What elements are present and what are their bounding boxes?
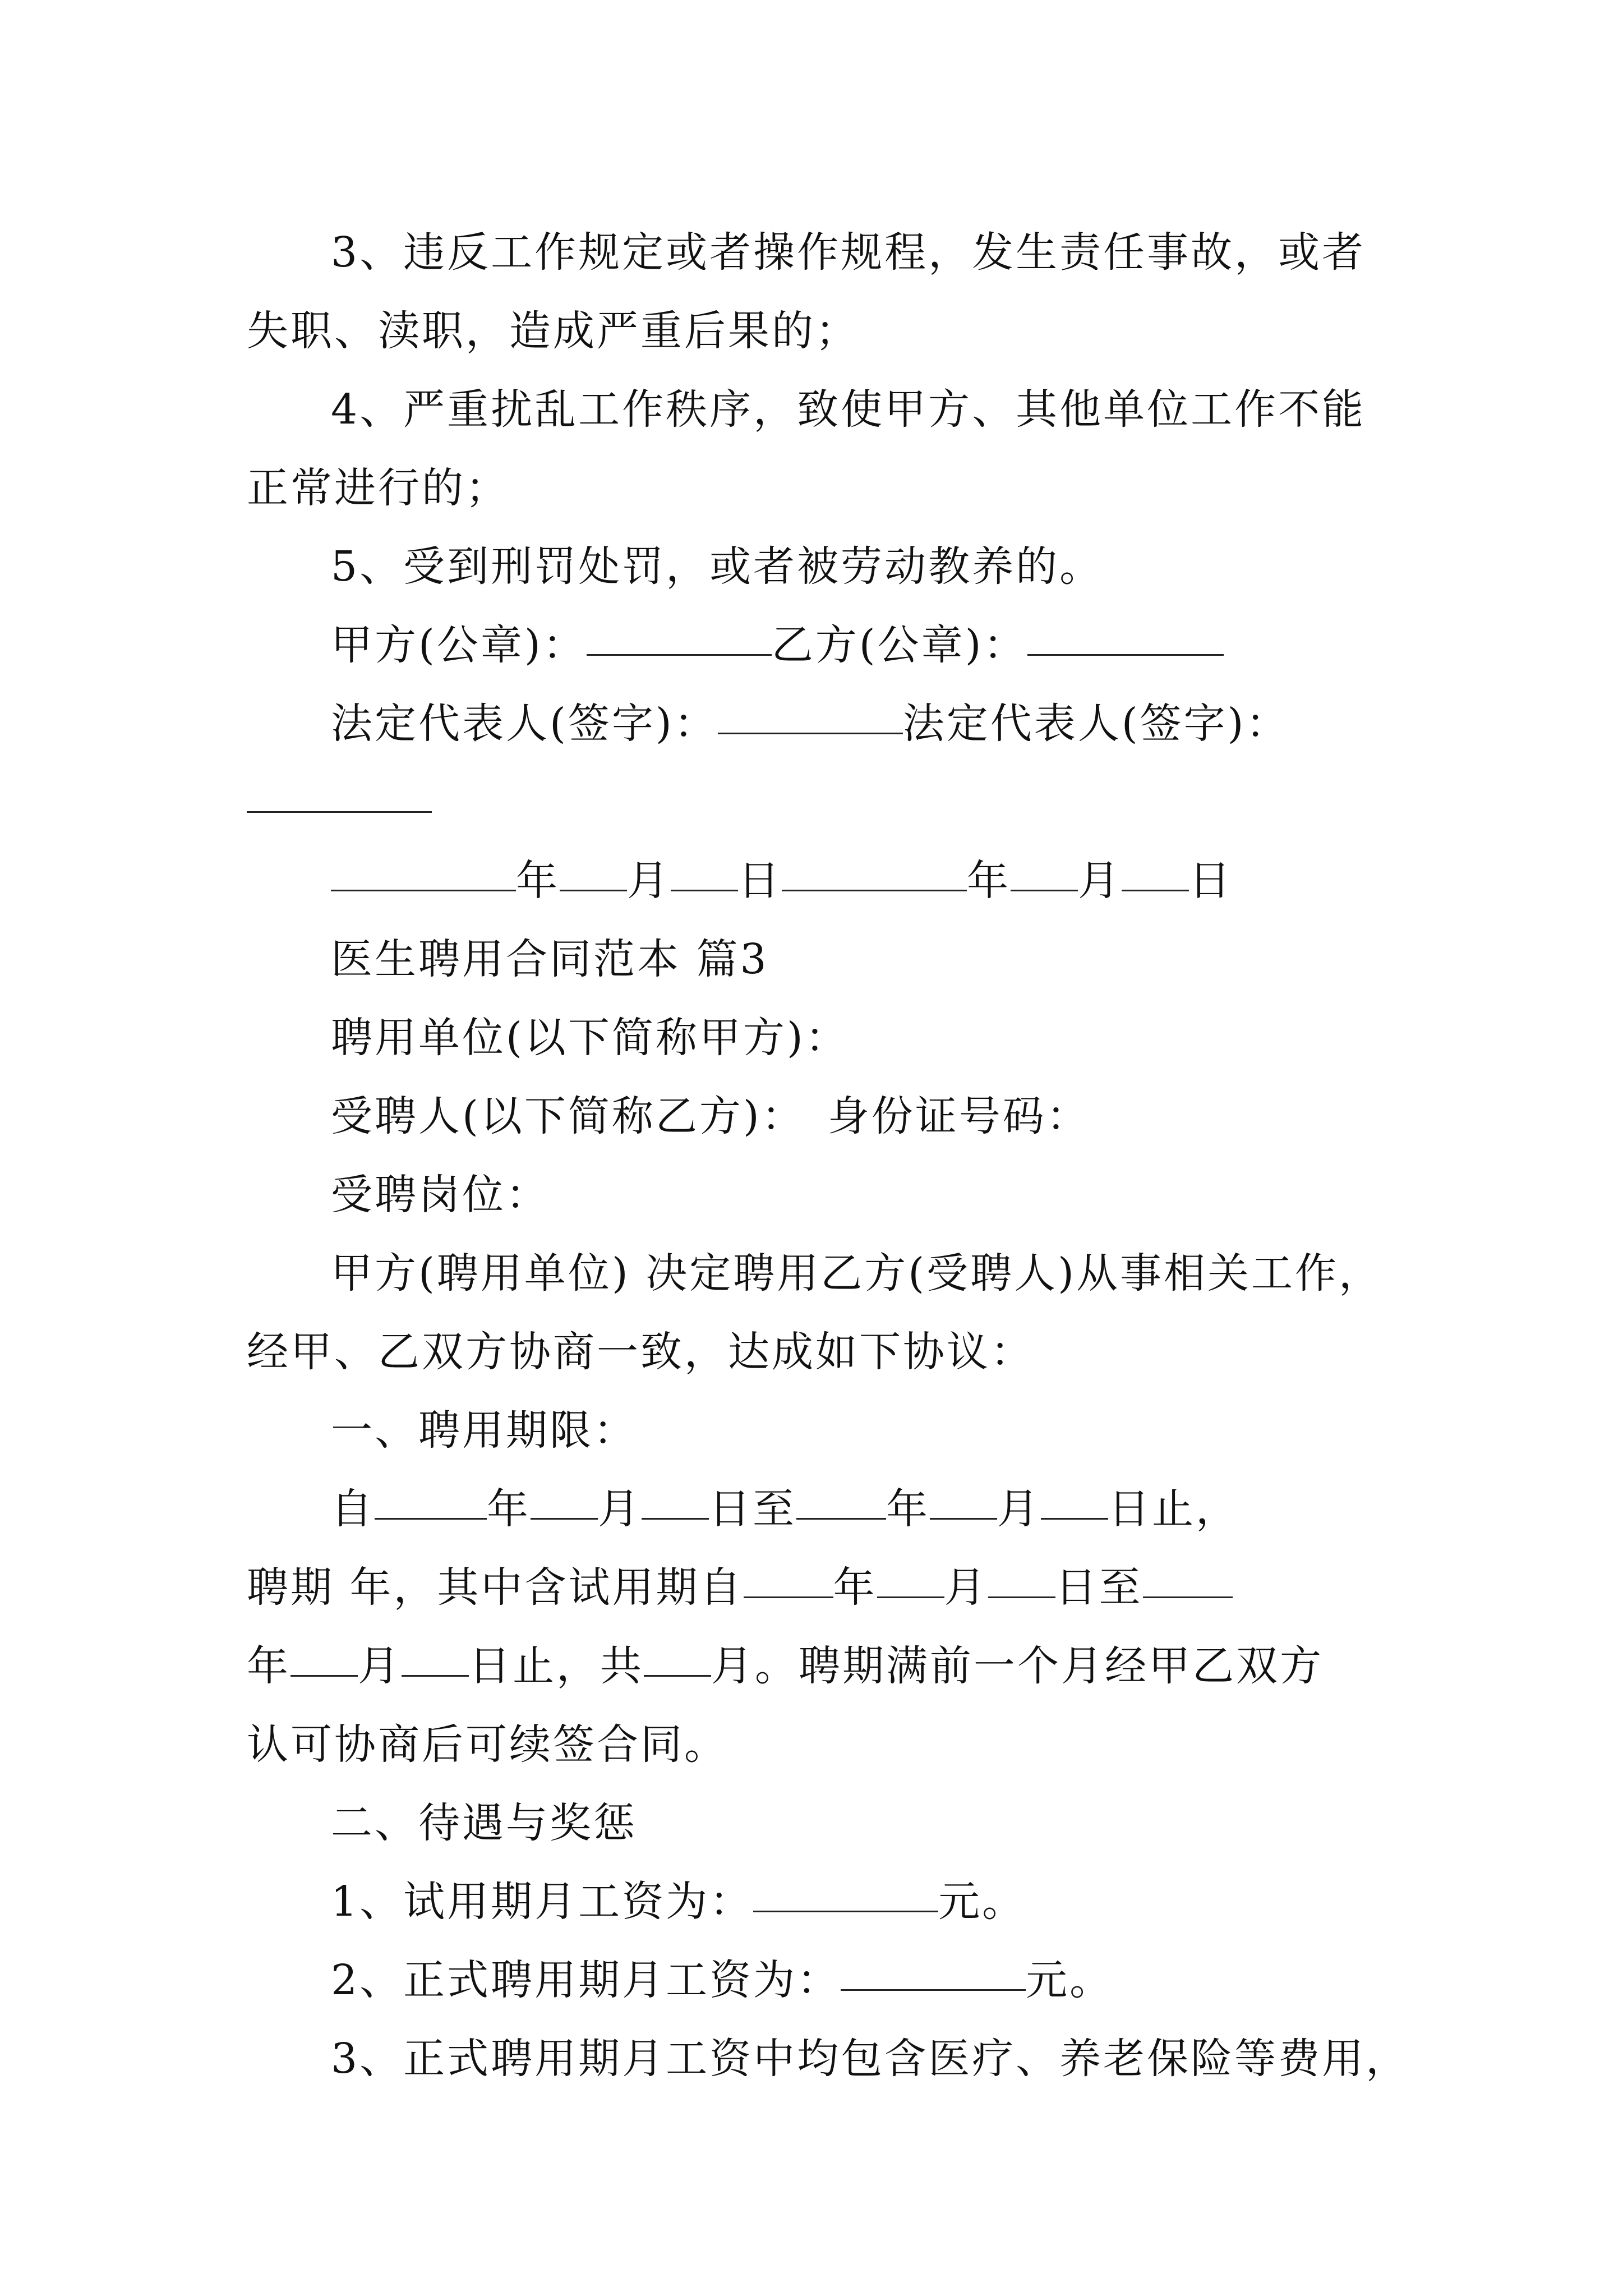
probation-start-year-blank xyxy=(744,1596,833,1598)
term-end-month-blank xyxy=(930,1518,997,1520)
text-line xyxy=(247,1234,1385,1313)
month-label: 月 xyxy=(627,857,671,905)
term-period-text: 聘期 年，其中含试用期自 xyxy=(247,1563,744,1612)
probation-end-month-blank xyxy=(291,1675,358,1677)
date-b-year-blank xyxy=(782,890,967,891)
text-line xyxy=(247,527,1385,606)
pay-3-text: 3、正式聘用期月工资中均包含医疗、养老保险等费用， xyxy=(331,2035,1410,2083)
heading-line xyxy=(247,1391,1385,1470)
legal-rep-a-blank xyxy=(718,733,903,734)
probation-pay-label: 1、试用期月工资为： xyxy=(331,1878,754,1926)
month-label: 月 xyxy=(598,1485,642,1533)
party-a-seal-label: 甲方(公章)： xyxy=(331,621,587,669)
term-end2-label: 日止，共 xyxy=(469,1642,644,1690)
text-line xyxy=(247,1156,1385,1234)
pay-line xyxy=(247,1941,1385,2019)
signature-blank-line xyxy=(247,763,1385,841)
term-line xyxy=(247,1470,1385,1548)
legal-rep-b-label: 法定代表人(签字)： xyxy=(902,700,1290,748)
day-label: 日 xyxy=(738,857,782,905)
heading-line xyxy=(247,1784,1385,1862)
legal-rep-a-label: 法定代表人(签字)： xyxy=(331,700,718,748)
text-line xyxy=(247,999,1385,1077)
probation-end-year-blank xyxy=(1143,1596,1233,1598)
legal-rep-b-blank xyxy=(247,811,432,813)
day-label: 日 xyxy=(1189,857,1233,905)
term-end-label: 日止， xyxy=(1108,1485,1239,1533)
year-label: 年 xyxy=(487,1485,531,1533)
year-label: 年 xyxy=(247,1642,291,1690)
date-line xyxy=(247,841,1385,920)
month-label: 月 xyxy=(944,1563,988,1612)
document-page xyxy=(247,213,1410,2098)
clause-4-continued: 正常进行的； xyxy=(247,464,509,512)
year-label: 年 xyxy=(516,857,560,905)
seal-line xyxy=(247,606,1385,684)
month-label: 月 xyxy=(997,1485,1041,1533)
text-line xyxy=(247,449,1385,527)
year-label: 年 xyxy=(967,857,1011,905)
pay-line xyxy=(247,1862,1385,1941)
party-b-seal-label: 乙方(公章)： xyxy=(771,621,1027,669)
section-title-text: 医生聘用合同范本 篇3 xyxy=(331,935,769,983)
text-line xyxy=(247,2019,1410,2098)
pay-heading: 二、待遇与奖惩 xyxy=(331,1799,637,1847)
formal-pay-label: 2、正式聘用期月工资为： xyxy=(331,1956,841,2004)
text-line xyxy=(247,1705,1385,1784)
term-line xyxy=(247,1548,1385,1627)
probation-start-month-blank xyxy=(877,1596,944,1598)
term-start-year-blank xyxy=(375,1518,487,1520)
clause-3-continued: 失职、渎职，造成严重后果的； xyxy=(247,307,859,355)
signature-line xyxy=(247,684,1385,763)
probation-start-day-blank xyxy=(988,1596,1055,1598)
probation-months-blank xyxy=(644,1675,711,1677)
intro-text: 甲方(聘用单位) 决定聘用乙方(受聘人)从事相关工作， xyxy=(331,1249,1383,1297)
party-b-seal-blank xyxy=(1027,654,1224,656)
probation-pay-blank xyxy=(753,1911,938,1912)
term-line xyxy=(247,1627,1385,1705)
probation-end-day-blank xyxy=(402,1675,469,1677)
date-a-day-blank xyxy=(671,890,738,891)
position-label: 受聘岗位： xyxy=(331,1171,550,1219)
text-line xyxy=(247,1313,1385,1391)
term-to-label: 日至 xyxy=(709,1485,796,1533)
id-number-label: 身份证号码： xyxy=(827,1092,1090,1140)
term-end-year-blank xyxy=(796,1518,886,1520)
employer-label: 聘用单位(以下简称甲方)： xyxy=(331,1014,849,1062)
month-label: 月 xyxy=(1078,857,1122,905)
month-label: 月 xyxy=(358,1642,402,1690)
clause-5-text: 5、受到刑罚处罚，或者被劳动教养的。 xyxy=(331,542,1104,591)
clause-3-text: 3、违反工作规定或者操作规程，发生责任事故，或者 xyxy=(331,228,1366,277)
text-line xyxy=(247,1077,1385,1156)
text-line xyxy=(247,213,1385,292)
date-b-day-blank xyxy=(1122,890,1189,891)
text-line xyxy=(247,292,1385,370)
formal-pay-blank xyxy=(841,1989,1026,1991)
date-a-year-blank xyxy=(331,890,516,891)
section-title xyxy=(247,920,1385,999)
clause-4-text: 4、严重扰乱工作秩序，致使甲方、其他单位工作不能 xyxy=(331,385,1366,434)
year-label: 年 xyxy=(833,1563,877,1612)
employee-label: 受聘人(以下简称乙方)： xyxy=(331,1092,805,1140)
term-heading: 一、聘用期限： xyxy=(331,1406,637,1455)
date-b-month-blank xyxy=(1011,890,1078,891)
text-line xyxy=(247,370,1385,449)
yuan-label: 元。 xyxy=(1026,1956,1114,2004)
term-end-day-blank xyxy=(1041,1518,1108,1520)
term-from-label: 自 xyxy=(331,1485,375,1533)
intro-text-continued: 经甲、乙双方协商一致，达成如下协议： xyxy=(247,1328,1034,1376)
year-label: 年 xyxy=(886,1485,930,1533)
term-to-label: 日至 xyxy=(1055,1563,1143,1612)
term-renew-text: 月。聘期满前一个月经甲乙双方 xyxy=(711,1642,1324,1690)
date-a-month-blank xyxy=(560,890,627,891)
term-start-month-blank xyxy=(531,1518,598,1520)
party-a-seal-blank xyxy=(587,654,772,656)
yuan-label: 元。 xyxy=(938,1878,1026,1926)
term-renew-continued: 认可协商后可续签合同。 xyxy=(247,1720,728,1769)
term-start-day-blank xyxy=(642,1518,709,1520)
